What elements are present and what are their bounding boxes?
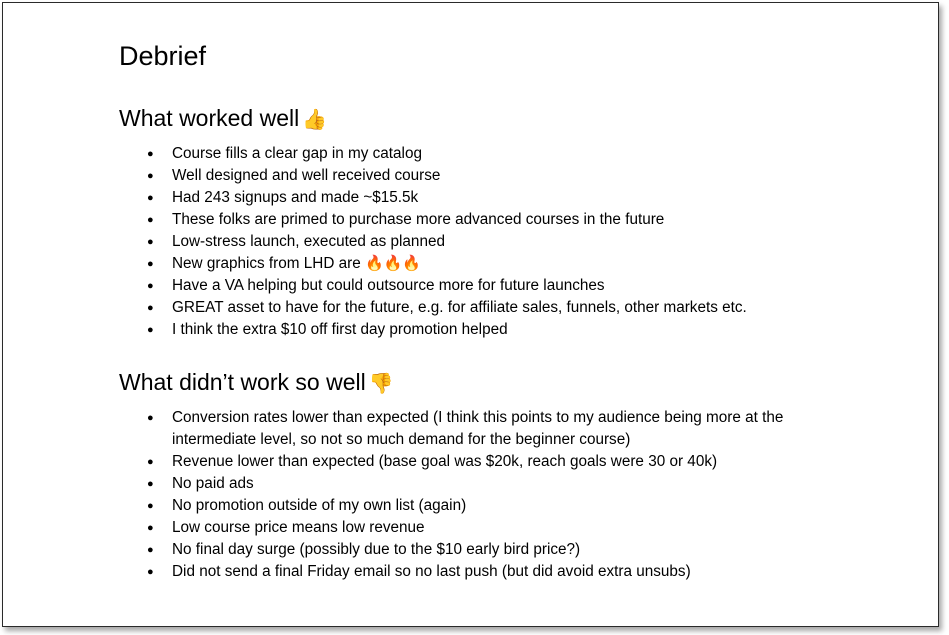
list-item: ● Low-stress launch, executed as planned — [147, 231, 859, 253]
document-title: Debrief — [119, 41, 207, 71]
fire-icon: 🔥🔥🔥 — [364, 255, 422, 272]
list-item: ● I think the extra $10 off first day promotion helped — [147, 319, 859, 341]
list-item-text: New graphics from LHD are — [172, 255, 361, 272]
list-item: ● Conversion rates lower than expected (I think this points to my audience being more at the intermediate level, so not so much demand for the beginner course) — [147, 407, 859, 451]
list-item: ● Had 243 signups and made ~$15.5k — [147, 187, 859, 209]
worked-well-heading-text: What worked well — [119, 105, 300, 131]
list-item: ● Course fills a clear gap in my catalog — [147, 143, 859, 165]
not-worked-list — [119, 407, 859, 583]
list-item: ● No final day surge (possibly due to the $10 early bird price?) — [147, 539, 859, 561]
list-item: ● Have a VA helping but could outsource more for future launches — [147, 275, 859, 297]
worked-well-heading — [119, 103, 859, 135]
list-item: ● Low course price means low revenue — [147, 517, 859, 539]
list-item: ● These folks are primed to purchase more advanced courses in the future — [147, 209, 859, 231]
worked-well-list — [119, 143, 859, 341]
document-frame — [2, 2, 939, 627]
list-item: ● Revenue lower than expected (base goal was $20k, reach goals were 30 or 40k) — [147, 451, 859, 473]
list-item: ● No promotion outside of my own list (again) — [147, 495, 859, 517]
list-item: ● GREAT asset to have for the future, e.g. for affiliate sales, funnels, other markets etc. — [147, 297, 859, 319]
list-item: ● Did not send a final Friday email so no last push (but did avoid extra unsubs) — [147, 561, 859, 583]
list-item: ● Well designed and well received course — [147, 165, 859, 187]
not-worked-heading — [119, 367, 859, 399]
not-worked-heading-text: What didn’t work so well — [119, 369, 366, 395]
thumbs-down-icon: 👎 — [368, 373, 394, 395]
thumbs-up-icon: 👍 — [302, 109, 328, 131]
document-content — [119, 39, 859, 583]
list-item: ● No paid ads — [147, 473, 859, 495]
list-item — [147, 253, 859, 275]
